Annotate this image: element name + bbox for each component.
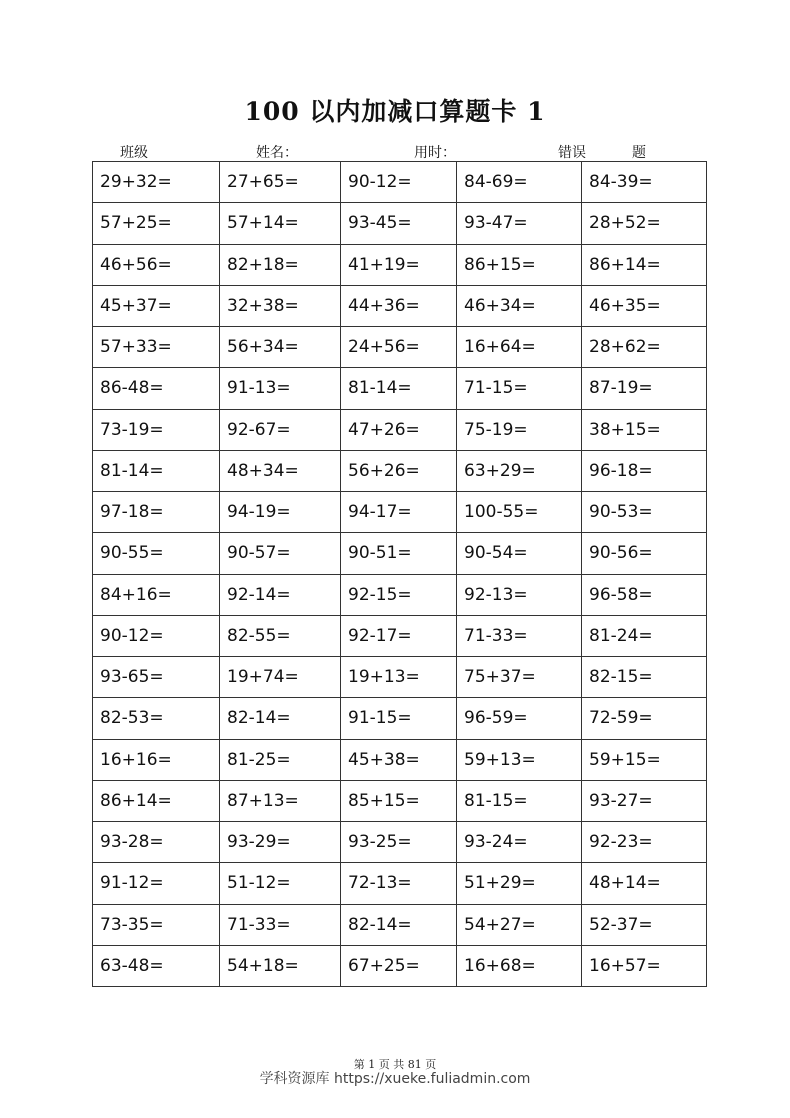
problem-cell: 93-29=: [220, 822, 341, 863]
problem-cell: 57+33=: [93, 327, 220, 368]
table-row: [93, 203, 707, 244]
problem-cell: 86-48=: [93, 368, 220, 409]
table-row: [93, 615, 707, 656]
error-blank: [586, 145, 632, 162]
table-row: [93, 822, 707, 863]
table-row: [93, 492, 707, 533]
problem-cell: 92-13=: [457, 574, 582, 615]
problem-cell: 56+26=: [341, 450, 457, 491]
problem-cell: 46+35=: [582, 285, 707, 326]
problem-cell: 81-25=: [220, 739, 341, 780]
problem-cell: 90-53=: [582, 492, 707, 533]
problem-cell: 71-33=: [457, 615, 582, 656]
table-row: [93, 904, 707, 945]
problem-cell: 91-12=: [93, 863, 220, 904]
problem-cell: 92-67=: [220, 409, 341, 450]
problem-cell: 82-15=: [582, 657, 707, 698]
table-row: [93, 945, 707, 986]
problem-cell: 90-55=: [93, 533, 220, 574]
problem-cell: 29+32=: [93, 162, 220, 203]
problem-cell: 52-37=: [582, 904, 707, 945]
problem-cell: 86+15=: [457, 244, 582, 285]
problem-cell: 90-12=: [93, 615, 220, 656]
problem-cell: 91-13=: [220, 368, 341, 409]
problem-cell: 48+14=: [582, 863, 707, 904]
problem-cell: 82-55=: [220, 615, 341, 656]
table-row: [93, 285, 707, 326]
problem-cell: 92-23=: [582, 822, 707, 863]
problem-cell: 27+65=: [220, 162, 341, 203]
problem-cell: 91-15=: [341, 698, 457, 739]
problem-cell: 93-24=: [457, 822, 582, 863]
table-row: [93, 863, 707, 904]
table-row: [93, 368, 707, 409]
watermark: 学科资源库 https://xueke.fuliadmin.com: [259, 1071, 531, 1087]
page-indicator: 第 1 页 共 81 页: [353, 1058, 437, 1071]
problem-cell: 28+52=: [582, 203, 707, 244]
problem-cell: 92-17=: [341, 615, 457, 656]
problem-cell: 84-39=: [582, 162, 707, 203]
problem-cell: 81-15=: [457, 780, 582, 821]
problem-cell: 96-18=: [582, 450, 707, 491]
name-label: 姓名：: [256, 145, 298, 161]
problem-cell: 100-55=: [457, 492, 582, 533]
class-label: 班级: [120, 145, 148, 161]
time-label: 用时：: [414, 145, 456, 161]
problem-cell: 86+14=: [93, 780, 220, 821]
problem-cell: 51-12=: [220, 863, 341, 904]
problem-cell: 92-15=: [341, 574, 457, 615]
problem-cell: 75-19=: [457, 409, 582, 450]
problem-cell: 44+36=: [341, 285, 457, 326]
problem-cell: 94-19=: [220, 492, 341, 533]
problem-cell: 73-19=: [93, 409, 220, 450]
problem-cell: 46+34=: [457, 285, 582, 326]
problem-cell: 92-14=: [220, 574, 341, 615]
problem-cell: 93-65=: [93, 657, 220, 698]
problem-cell: 71-15=: [457, 368, 582, 409]
problem-cell: 59+15=: [582, 739, 707, 780]
problem-cell: 94-17=: [341, 492, 457, 533]
problem-cell: 90-57=: [220, 533, 341, 574]
table-row: [93, 450, 707, 491]
page-title: 100 以内加减口算题卡 1: [244, 97, 546, 126]
problem-grid: [92, 161, 707, 987]
problem-cell: 82-53=: [93, 698, 220, 739]
problem-cell: 63+29=: [457, 450, 582, 491]
table-row: [93, 409, 707, 450]
problem-cell: 67+25=: [341, 945, 457, 986]
problem-cell: 97-18=: [93, 492, 220, 533]
table-row: [93, 244, 707, 285]
time-blank: [456, 145, 542, 162]
problem-cell: 75+37=: [457, 657, 582, 698]
problem-cell: 82-14=: [341, 904, 457, 945]
problem-cell: 81-14=: [341, 368, 457, 409]
problem-cell: 57+14=: [220, 203, 341, 244]
problem-cell: 87+13=: [220, 780, 341, 821]
problem-cell: 90-51=: [341, 533, 457, 574]
problem-cell: 59+13=: [457, 739, 582, 780]
problem-cell: 38+15=: [582, 409, 707, 450]
problem-cell: 96-58=: [582, 574, 707, 615]
problem-cell: 81-24=: [582, 615, 707, 656]
problem-cell: 81-14=: [93, 450, 220, 491]
problem-cell: 32+38=: [220, 285, 341, 326]
problem-cell: 93-28=: [93, 822, 220, 863]
problem-cell: 41+19=: [341, 244, 457, 285]
class-blank: [148, 145, 244, 162]
problem-cell: 85+15=: [341, 780, 457, 821]
table-row: [93, 739, 707, 780]
table-row: [93, 657, 707, 698]
problem-cell: 72-13=: [341, 863, 457, 904]
problem-cell: 54+27=: [457, 904, 582, 945]
table-row: [93, 162, 707, 203]
problem-cell: 16+64=: [457, 327, 582, 368]
problem-cell: 24+56=: [341, 327, 457, 368]
problem-cell: 82+18=: [220, 244, 341, 285]
problem-cell: 47+26=: [341, 409, 457, 450]
error-label: 错误: [558, 145, 586, 161]
problem-cell: 93-47=: [457, 203, 582, 244]
problem-cell: 90-54=: [457, 533, 582, 574]
problem-cell: 93-45=: [341, 203, 457, 244]
problem-cell: 90-56=: [582, 533, 707, 574]
problem-cell: 48+34=: [220, 450, 341, 491]
problem-cell: 86+14=: [582, 244, 707, 285]
error-suffix: 题: [632, 145, 646, 161]
problem-cell: 56+34=: [220, 327, 341, 368]
problem-cell: 71-33=: [220, 904, 341, 945]
problem-cell: 16+57=: [582, 945, 707, 986]
problem-cell: 63-48=: [93, 945, 220, 986]
table-row: [93, 533, 707, 574]
student-info-line: [120, 142, 646, 162]
problem-cell: 28+62=: [582, 327, 707, 368]
problem-cell: 57+25=: [93, 203, 220, 244]
problem-cell: 93-25=: [341, 822, 457, 863]
problem-cell: 84-69=: [457, 162, 582, 203]
problem-cell: 54+18=: [220, 945, 341, 986]
problem-cell: 16+68=: [457, 945, 582, 986]
problem-cell: 46+56=: [93, 244, 220, 285]
name-blank: [298, 145, 402, 162]
problem-cell: 51+29=: [457, 863, 582, 904]
problem-cell: 93-27=: [582, 780, 707, 821]
problem-cell: 16+16=: [93, 739, 220, 780]
problem-cell: 19+74=: [220, 657, 341, 698]
table-row: [93, 780, 707, 821]
problem-cell: 90-12=: [341, 162, 457, 203]
problem-cell: 72-59=: [582, 698, 707, 739]
problem-cell: 73-35=: [93, 904, 220, 945]
table-row: [93, 327, 707, 368]
problem-cell: 82-14=: [220, 698, 341, 739]
problem-cell: 45+38=: [341, 739, 457, 780]
table-row: [93, 574, 707, 615]
problem-cell: 19+13=: [341, 657, 457, 698]
problem-cell: 87-19=: [582, 368, 707, 409]
table-row: [93, 698, 707, 739]
problem-cell: 45+37=: [93, 285, 220, 326]
problem-cell: 84+16=: [93, 574, 220, 615]
problem-cell: 96-59=: [457, 698, 582, 739]
